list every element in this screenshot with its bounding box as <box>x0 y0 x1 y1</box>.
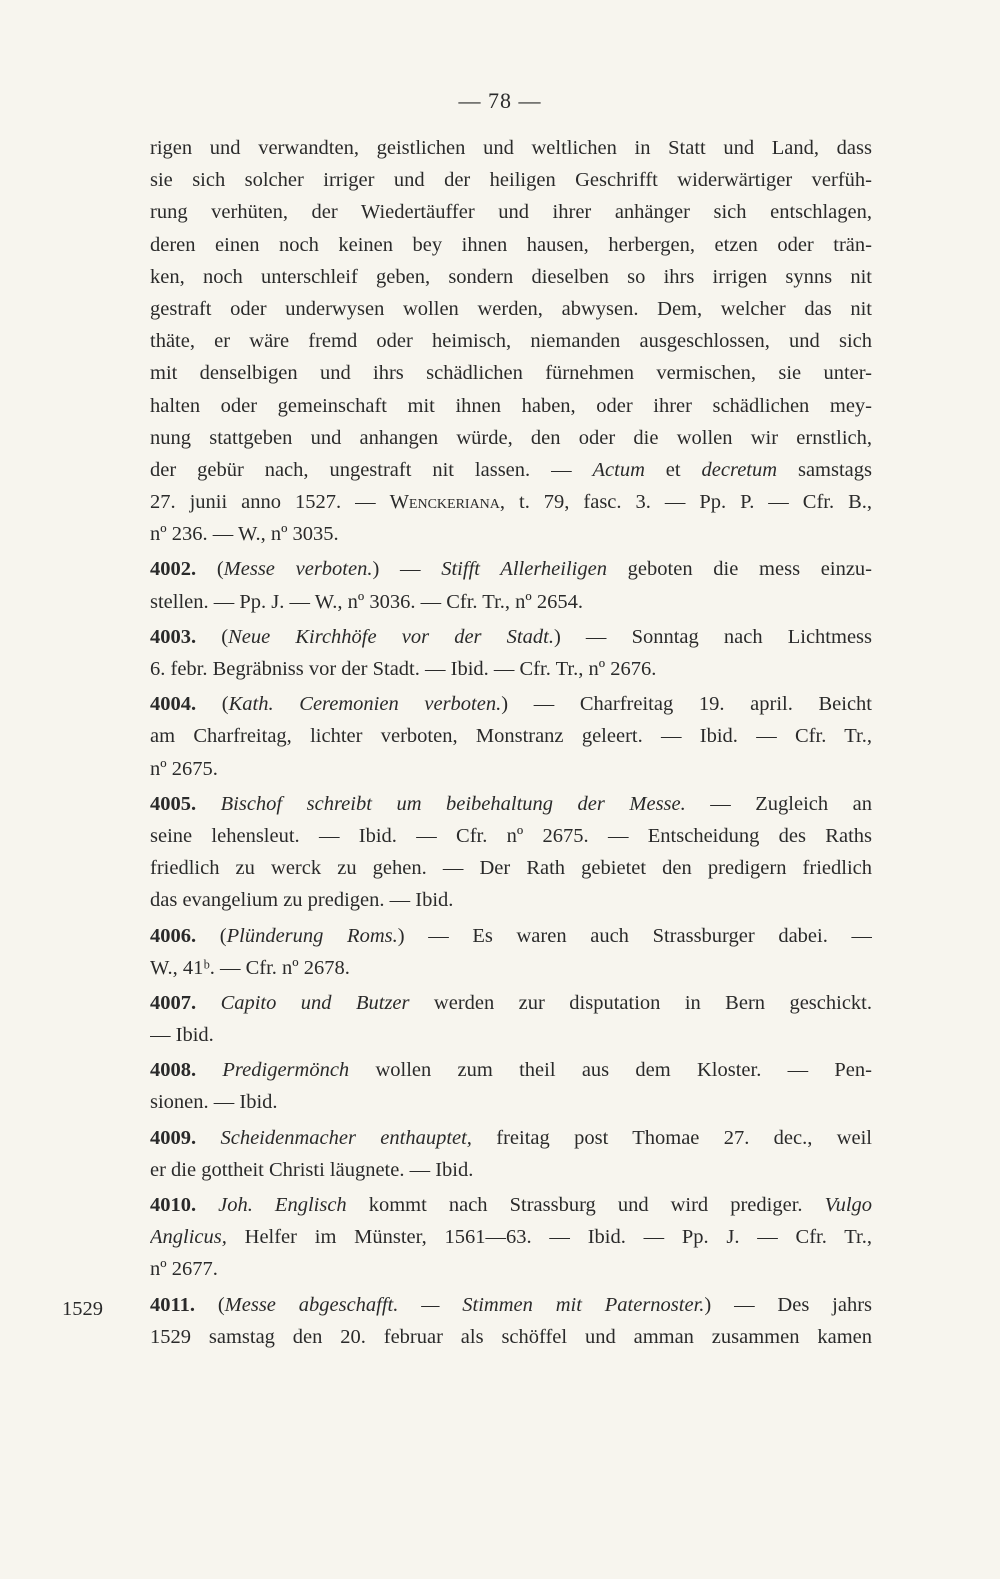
text-line: Anglicus, Helfer im Münster, 1561—63. — Ibid. — Pp. J. — Cfr. Tr., <box>150 1226 872 1249</box>
text-line: nung stattgeben und anhangen würde, den oder die wollen wir ernstlich, <box>150 426 872 449</box>
entry-4006: 4006. (Plünderung Roms.) — Es waren auch Strassburger dabei. — <box>150 924 872 947</box>
text-line: das evangelium zu predigen. — Ibid. <box>150 889 454 912</box>
text-line: nº 2677. <box>150 1258 218 1281</box>
text-line: ken, noch unterschleif geben, sondern dieselben so ihrs irrigen synns nit <box>150 265 872 288</box>
text-line: — Ibid. <box>150 1024 214 1047</box>
text-line: thäte, er wäre fremd oder heimisch, niemanden ausgeschlossen, und sich <box>150 330 872 353</box>
text-line: nº 2675. <box>150 757 218 780</box>
entry-4011: 4011. (Messe abgeschafft. — Stimmen mit Paternoster.) — Des jahrs <box>150 1293 872 1316</box>
text-line: rigen und verwandten, geistlichen und weltlichen in Statt und Land, dass <box>150 137 872 159</box>
text-line: am Charfreitag, lichter verboten, Monstranz geleert. — Ibid. — Cfr. Tr., <box>150 725 872 748</box>
text-line: sionen. — Ibid. <box>150 1091 278 1114</box>
text-line: halten oder gemeinschaft mit ihnen haben, oder ihrer schädlichen mey- <box>150 394 872 417</box>
text-line: W., 41ᵇ. — Cfr. nº 2678. <box>150 956 350 979</box>
entry-4004: 4004. (Kath. Ceremonien verboten.) — Charfreitag 19. april. Beicht <box>150 693 872 716</box>
entry-4010: 4010. Joh. Englisch kommt nach Strassburg und wird prediger. Vulgo <box>150 1194 872 1216</box>
text-line: 1529 samstag den 20. februar als schöffel und amman zusammen kamen <box>150 1325 872 1348</box>
text-line: deren einen noch keinen bey ihnen hausen, herbergen, etzen oder trän- <box>150 233 872 256</box>
text-line: sie sich solcher irriger und der heiligen Geschrifft widerwärtiger verfüh- <box>150 169 872 192</box>
entry-4003: 4003. (Neue Kirchhöfe vor der Stadt.) — Sonntag nach Lichtmess <box>150 625 872 648</box>
entry-4008: 4008. Predigermönch wollen zum theil aus dem Kloster. — Pen- <box>150 1059 872 1082</box>
text-line: mit denselbigen und ihrs schädlichen fürnehmen vermischen, sie unter- <box>150 362 872 385</box>
page-number: — 78 — <box>458 88 542 113</box>
text-line: rung verhüten, der Wiedertäuffer und ihrer anhänger sich entschlagen, <box>150 201 872 224</box>
entry-4002: 4002. (Messe verboten.) — Stifft Allerheiligen geboten die mess einzu- <box>150 558 872 581</box>
text-line: er die gottheit Christi läugnete. — Ibid. <box>150 1158 474 1181</box>
text-line: 27. junii anno 1527. — Wenckeriana, t. 79, fasc. 3. — Pp. P. — Cfr. B., <box>150 491 872 514</box>
text-line: friedlich zu werck zu gehen. — Der Rath gebietet den predigern friedlich <box>150 857 872 880</box>
text-line: seine lehensleut. — Ibid. — Cfr. nº 2675. — Entscheidung des Raths <box>150 824 872 847</box>
page-text <box>150 132 872 1353</box>
entry-4005: 4005. Bischof schreibt um beibehaltung der Messe. — Zugleich an <box>150 792 872 815</box>
text-line: stellen. — Pp. J. — W., nº 3036. — Cfr. Tr., nº 2654. <box>150 590 584 613</box>
text-line: der gebür nach, ungestraft nit lassen. — Actum et decretum samstags <box>150 458 872 481</box>
text-line: 6. febr. Begräbniss vor der Stadt. — Ibid. — Cfr. Tr., nº 2676. <box>150 658 657 680</box>
text-line: gestraft oder underwysen wollen werden, abwysen. Dem, welcher das nit <box>150 297 872 320</box>
entry-4007: 4007. Capito und Butzer werden zur disputation in Bern geschickt. <box>150 991 872 1014</box>
margin-year: 1529 <box>62 1298 103 1320</box>
entry-4009: 4009. Scheidenmacher enthauptet, freitag post Thomae 27. dec., weil <box>150 1126 872 1149</box>
text-line: nº 236. — W., nº 3035. <box>150 523 339 546</box>
